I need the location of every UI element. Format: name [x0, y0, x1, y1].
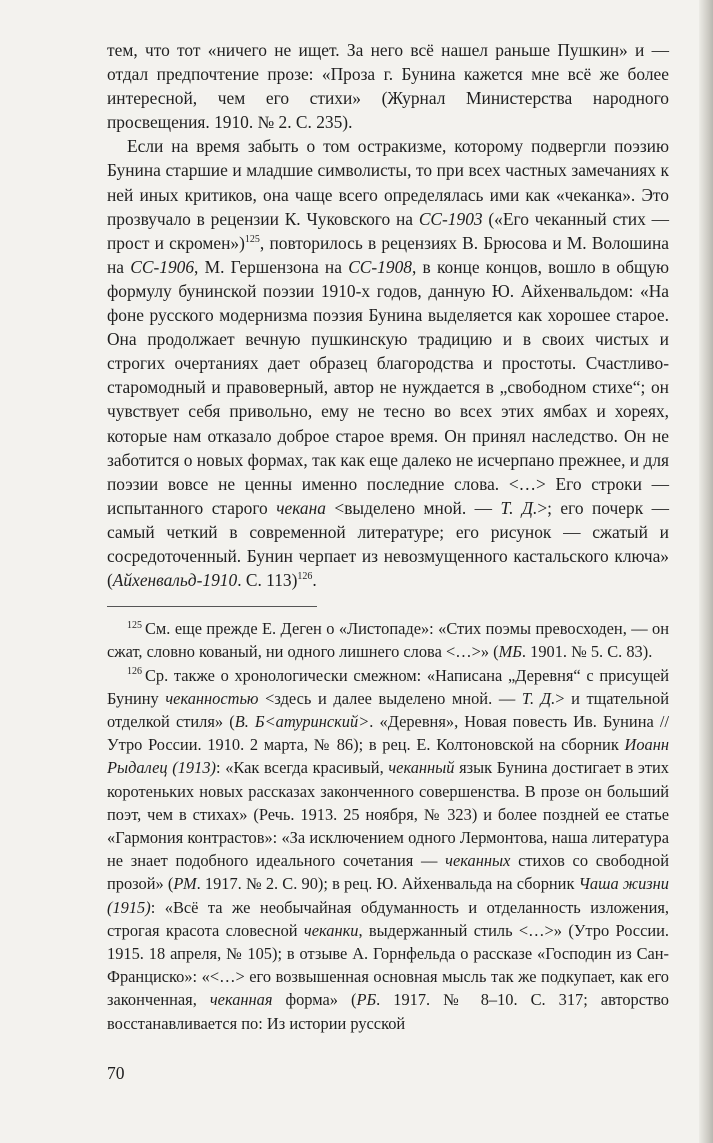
footnote-number: 125: [127, 619, 142, 631]
page-number: 70: [107, 1063, 125, 1083]
book-spine-shadow: [699, 0, 713, 1143]
footnote-ref-126[interactable]: 126: [297, 571, 313, 583]
footnote-125: $^{125}$ См. еще прежде Е. Деген о «Листопаде»: «Стих поэмы превосходен, — он сжат, словно кованый, ни одного лишнего слова <…>» (МБ. 1901. № 5. С. 83).: [107, 619, 669, 662]
main-text: [107, 38, 669, 592]
paragraph-1: тем, что тот «ничего не ищет. За него всё нашел раньше Пушкин» и — отдал предпочтение прозе: «Проза г. Бунина кажется мне всё же более интересной, чем его стихи» (Журнал Министерства народного просвещения. 1910. № 2. С. 235).: [107, 40, 669, 133]
footnotes: [107, 617, 669, 1035]
book-page: [107, 38, 669, 1035]
footnote-126: $^{126}$ Ср. также о хронологически смежном: «Написана „Деревня“ с присущей Бунину чеканностью <здесь и далее выделено мной. — Т. Д.> и тщательной отделкой стиля» (В. Б<атуринский>. «Деревня», Новая повесть Ив. Бунина // Утро России. 1910. 2 марта, № 86); в рец. Е. Колтоновской на сборник Иоанн Рыдалец (1913): «Как всегда красивый, чеканный язык Бунина достигает в этих коротеньких новых рассказах законченного совершенства. В прозе он больший поэт, чем в стихах» (Речь. 1913. 25 ноября, № 323) и более поздней ее статье «Гармония контрастов»: «За исключением одного Лермонтова, наша литература не знает подобного идеального сочетания — чеканных стихов со свободной прозой» (РМ. 1917. № 2. С. 90); в рец. Ю. Айхенвальда на сборник Чаша жизни (1915): «Всё та же необычайная обдуманность и отделанность изложения, строгая красота словесной чеканки, выдержанный стиль <…>» (Утро России. 1915. 18 апреля, № 105); в отзыве А. Горнфельда о рассказе «Господин из Сан-Франциско»: «<…> его возвышенная основная мысль так же подкупает, как его законченная, чеканная форма» (РБ. 1917. № 8–10. С. 317; авторство восстанавливается по: Из истории русской: [107, 665, 670, 1033]
paragraph-2: Если на время забыть о том остракизме, которому подвергли поэзию Бунина старшие и младшие символисты, то при всех частных замечаниях к ней иных критиков, она чаще всего определялась ими как «чеканка». Это прозвучало в рецензии К. Чуковского на СС-1903 («Его чеканный стих — прост и скромен»)$^{125}$, повторилось в рецензиях В. Брюсова и М. Волошина на СС-1906, М. Гершензона на СС-1908, в конце концов, вошло в общую формулу бунинской поэзии 1910-х годов, данную Ю. Айхенвальдом: «На фоне русского модернизма поэзия Бунина выделяется как хорошее старое. Она продолжает вечную пушкинскую традицию и в своих чистых и строгих очертаниях дает образец благородства и простоты. Счастливо-старомодный и правоверный, автор не нуждается в „свободном стихе“; он чувствует себя привольно, ему не тесно во всех этих ямбах и хореях, которые нам отказало доброе старое время. Он принял наследство. Он не заботится о новых формах, так как еще далеко не исчерпано прежнее, и для поэзии вовсе не ценны именно последние слова. <…> Его строки — испытанного старого чекана <выделено мной. — Т. Д.>; его почерк — самый четкий в современной литературе; его рисунок — сжатый и сосредоточенный. Бунин черпает из невозмущенного кастальского ключа» (Айхенвальд-1910. С. 113)$^{126}$.: [107, 136, 669, 591]
footnote-ref-125[interactable]: 125: [244, 233, 260, 245]
footnote-number: 126: [127, 666, 142, 678]
footnote-separator: [107, 606, 317, 607]
